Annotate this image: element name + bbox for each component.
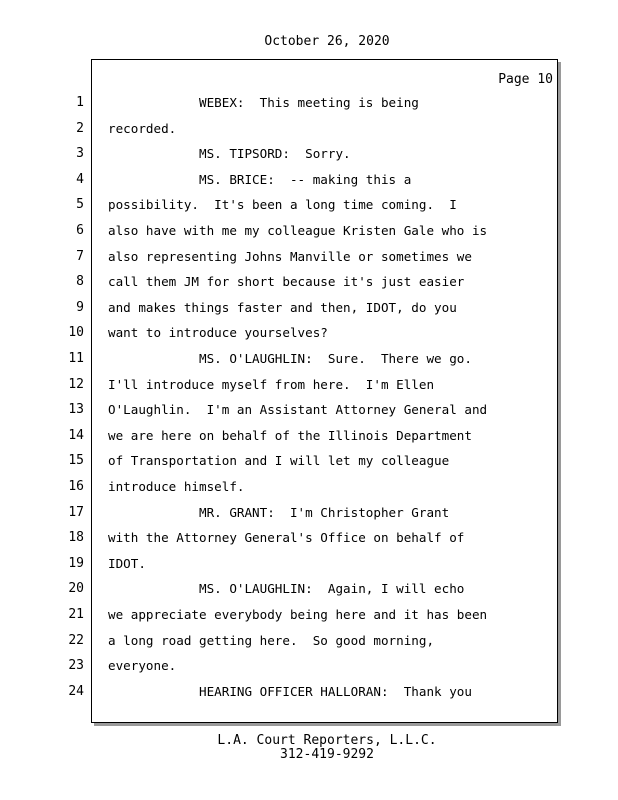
line-text: MS. TIPSORD: Sorry. <box>108 146 351 162</box>
line-number: 10 <box>68 325 84 341</box>
line-number: 18 <box>68 530 84 546</box>
line-number: 14 <box>68 427 84 443</box>
line-text: O'Laughlin. I'm an Assistant Attorney General and <box>108 402 488 418</box>
line-text: also representing Johns Manville or sometimes we <box>108 248 472 264</box>
line-number: 11 <box>68 351 84 366</box>
line-text: MS. BRICE: -- making this a <box>108 171 412 187</box>
line-text: and makes things faster and then, IDOT, do you <box>108 299 457 315</box>
line-text: introduce himself. <box>108 479 245 494</box>
line-number: 2 <box>76 120 84 136</box>
line-text: we are here on behalf of the Illinois Department <box>108 427 472 443</box>
line-number: 23 <box>68 658 84 674</box>
line-text: a long road getting here. So good morning, <box>108 632 435 648</box>
line-text: recorded. <box>108 120 177 136</box>
line-text: MS. O'LAUGHLIN: Sure. There we go. <box>108 351 472 366</box>
line-text: I'll introduce myself from here. I'm Ellen <box>108 376 435 392</box>
line-number: 16 <box>68 479 84 494</box>
line-text: WEBEX: This meeting is being <box>108 95 419 110</box>
line-text: IDOT. <box>108 555 146 571</box>
line-number: 3 <box>76 146 84 162</box>
line-number: 21 <box>68 607 84 622</box>
line-number: 15 <box>68 453 84 469</box>
footer-company: L.A. Court Reporters, L.L.C. <box>217 733 437 748</box>
line-text: MS. O'LAUGHLIN: Again, I will echo <box>108 581 465 597</box>
line-text: with the Attorney General's Office on behalf of <box>108 530 465 546</box>
line-number: 12 <box>68 376 84 392</box>
line-number: 6 <box>76 223 84 238</box>
line-number: 17 <box>68 504 84 520</box>
line-number: 5 <box>76 197 84 213</box>
line-text: we appreciate everybody being here and it has been <box>108 607 488 622</box>
line-text: of Transportation and I will let my colleague <box>108 453 450 469</box>
line-text: everyone. <box>108 658 177 674</box>
line-number: 19 <box>68 555 84 571</box>
page-number: Page 10 <box>498 72 553 87</box>
line-text: call them JM for short because it's just easier <box>108 274 465 290</box>
line-number: 8 <box>76 274 84 290</box>
footer-phone: 312-419-9292 <box>280 747 374 762</box>
line-number: 9 <box>76 299 84 315</box>
line-number: 1 <box>76 95 84 110</box>
line-text: possibility. It's been a long time coming. I <box>108 197 457 213</box>
line-number: 22 <box>68 632 84 648</box>
line-text: HEARING OFFICER HALLORAN: Thank you <box>108 683 472 699</box>
line-text: MR. GRANT: I'm Christopher Grant <box>108 504 450 520</box>
line-number: 7 <box>76 248 84 264</box>
line-number: 13 <box>68 402 84 418</box>
line-number: 24 <box>68 683 84 699</box>
line-number: 20 <box>68 581 84 597</box>
line-number: 4 <box>76 171 84 187</box>
header-date: October 26, 2020 <box>264 34 390 49</box>
line-text: want to introduce yourselves? <box>108 325 328 341</box>
line-text: also have with me my colleague Kristen Gale who is <box>108 223 488 238</box>
